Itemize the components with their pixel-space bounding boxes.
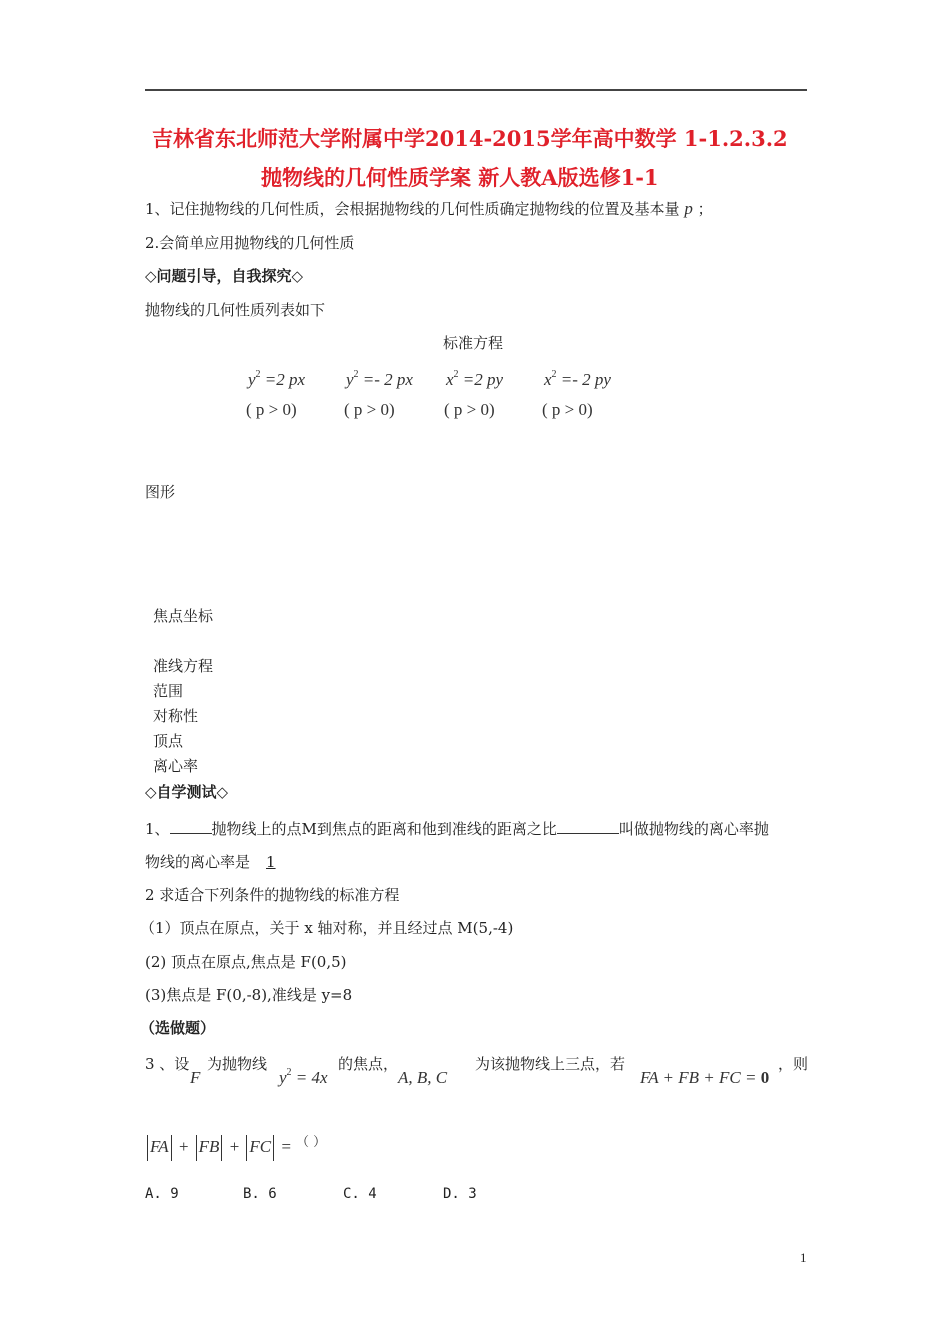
section-selftest-heading: ◇自学测试◇: [145, 783, 229, 801]
equation-3-condition: ( p > 0): [444, 400, 495, 419]
goal-1: [145, 200, 713, 217]
question-2-title: 2 求适合下列条件的抛物线的标准方程: [145, 886, 400, 904]
table-intro: 抛物线的几何性质列表如下: [145, 301, 326, 319]
choice-c: C. 4: [343, 1186, 377, 1202]
row-label-symmetry: 对称性: [153, 707, 199, 725]
equation-2: $y^2 =- 2$ px: [346, 369, 413, 389]
goal-1-var: p: [684, 199, 693, 218]
q3-text-1: 为抛物线: [207, 1055, 268, 1073]
doc-title-line1: 吉林省东北师范大学附属中学2014-2015学年高中数学 1-1.2.3.2: [152, 126, 788, 151]
choice-a: A. 9: [145, 1186, 179, 1202]
page-number: 1: [800, 1250, 807, 1265]
choice-d: D. 3: [443, 1186, 477, 1202]
choice-b: B. 6: [243, 1186, 277, 1202]
goal-1-end: ；: [697, 200, 713, 218]
question-2-item-2: (2) 顶点在原点,焦点是 F(0,5): [145, 953, 347, 971]
q3-abs-sum: FA + FB + FC = （ ）: [145, 1135, 326, 1161]
row-label-focus: 焦点坐标: [153, 607, 214, 625]
q3-focus-F: F: [190, 1068, 201, 1087]
row-label-directrix: 准线方程: [153, 657, 214, 675]
doc-title-line2: 抛物线的几何性质学案 新人教A版选修1-1: [261, 165, 659, 190]
row-label-vertex: 顶点: [153, 732, 184, 750]
equation-2-condition: ( p > 0): [344, 400, 395, 419]
table-header-standard-equation: 标准方程: [443, 334, 504, 352]
q3-parabola-equation: $y^2 = 4x$: [279, 1067, 328, 1087]
equation-3: $x^2 =2$ py: [446, 369, 504, 389]
q1-blank-1[interactable]: [170, 819, 212, 834]
goal-2: 2.会简单应用抛物线的几何性质: [145, 234, 355, 252]
goal-1-text: 1、记住抛物线的几何性质，会根据抛物线的几何性质确定抛物线的位置及基本量: [145, 200, 680, 218]
question-2-item-1: （1）顶点在原点，关于 x 轴对称，并且经过点 M(5,-4): [140, 919, 514, 937]
equation-4: $x^2 =- 2$ py: [544, 369, 611, 389]
row-label-range: 范围: [153, 682, 184, 700]
q3-text-3: 为该抛物线上三点，若: [475, 1055, 626, 1073]
q3-text-2: 的焦点，: [338, 1055, 399, 1073]
question-1-line2: 物线的离心率是 1: [145, 855, 362, 870]
section-explore-heading: ◇问题引导，自我探究◇: [145, 267, 304, 285]
q1-blank-2[interactable]: [557, 819, 619, 834]
header-rule: [145, 89, 807, 91]
question-1-line1: 1、 抛物线上的点M到焦点的距离和他到准线的距离之比 叫做抛物线的离心率抛: [145, 820, 769, 838]
q1-answer: 1: [266, 853, 276, 871]
q3-text-4: ，则: [778, 1055, 809, 1073]
row-label-figure: 图形: [145, 483, 176, 501]
equation-1-condition: ( p > 0): [246, 400, 297, 419]
equation-4-condition: ( p > 0): [542, 400, 593, 419]
question-2-item-3: (3)焦点是 F(0,-8),准线是 y=8: [145, 986, 353, 1004]
optional-label: （选做题）: [140, 1019, 216, 1037]
q3-vector-equation: FA + FB + FC = 0: [640, 1068, 770, 1087]
q3-points: A, B, C: [398, 1068, 448, 1087]
row-label-eccentricity: 离心率: [153, 757, 199, 775]
equation-1: $y^2 =2$ px: [248, 369, 306, 389]
question-3-prefix: 3 、设: [145, 1055, 190, 1073]
